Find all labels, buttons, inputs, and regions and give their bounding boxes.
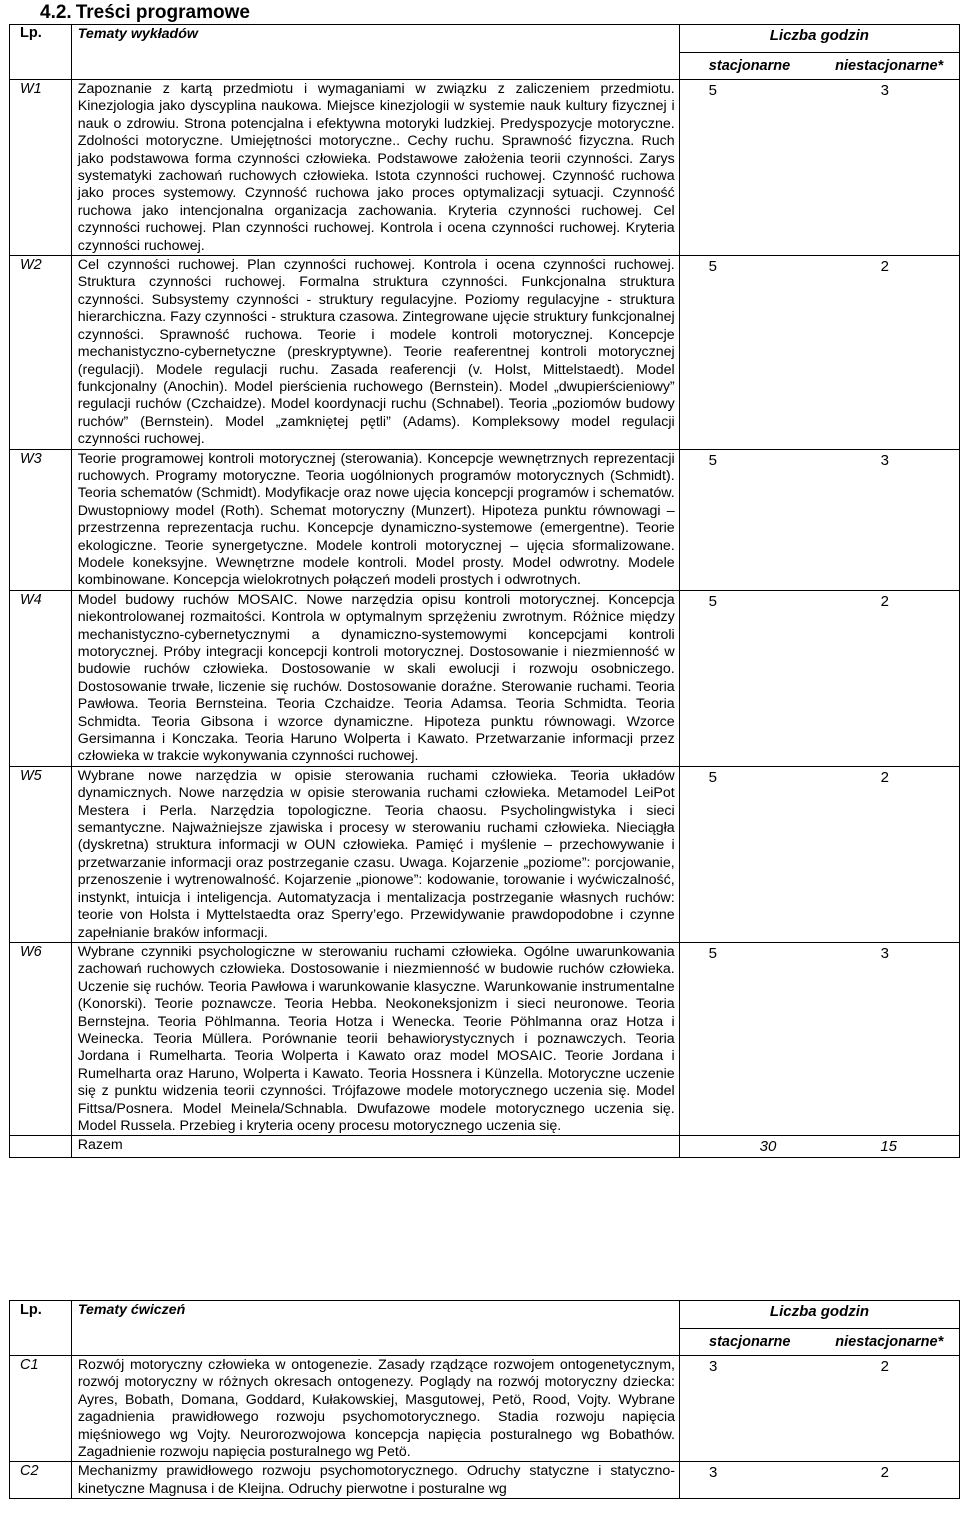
header-nonstationary: niestacjonarne* [835, 58, 944, 74]
header-lp: Lp. [10, 1301, 72, 1356]
header-topics: Tematy ćwiczeń [71, 1301, 679, 1356]
row-stationary: 5 [708, 258, 718, 276]
row-nonstationary: 2 [880, 592, 889, 610]
lecture-row [10, 766, 960, 942]
row-lp: W6 [10, 942, 72, 1135]
row-hours [679, 766, 959, 942]
total-hours [679, 1136, 959, 1158]
lecture-row [10, 80, 960, 256]
exercises-header-row [10, 1301, 960, 1356]
total-stationary: 30 [759, 1138, 777, 1156]
row-topic: Teorie programowej kontroli motorycznej (sterowania). Koncepcje wewnętrznych reprezentacji ruchowych. Programy motoryczne. Teoria uogólnionych programów motorycznych (Schmidt). Teoria schematów (Schmidt). Modyfikacje oraz nowe ujęcia koncepcji programów i schematów. Dwustopniowy model (Roth). Schemat motoryczny (Munzert). Hipoteza punktu równowagi –przestrzenna reprezentacja ruchu. Koncepcje dynamiczno-systemowe (emergentne). Teorie ekologiczne. Teorie synergetyczne. Modele kontroli motorycznej – ujęcia sformalizowane. Modele koneksyjne. Wewnętrzne modele kontroli. Model prosty. Model odwrotny. Modele kombinowane. Koncepcja wielokrotnych połączeń modeli prostych i odwrotnych. [71, 449, 679, 590]
row-topic: Wybrane nowe narzędzia w opisie sterowania ruchami człowieka. Teoria układów dynamicznych. Nowe narzędzia w opisie sterowania ruchami człowieka. Metamodel LeiPot Mestera i Perla. Narzędzia topologiczne. Teoria chaosu. Psycholingwistyka i sieci semantyczne. Najważniejsze zjawiska i procesy w sterowaniu ruchami człowieka. Nieciągła (dyskretna) struktura informacji w OUN człowieka. Pamięć i myślenie – przechowywanie i przetwarzanie informacji oraz postrzeganie czasu. Uwaga. Kojarzenie „poziome”: porcjowanie, przenoszenie i wytrenowalność. Kojarzenie „pionowe”: kodowanie, torowanie i wyćwiczalność, instynkt, intuicja i inteligencja. Automatyzacja i mentalizacja postrzeganie własnych ruchów: teorie von Holsta i Myttelstaedta oraz Sperry’ego. Przewidywanie prawdopodobne i czynne zapełnianie braków informacji. [71, 766, 679, 942]
row-lp: C1 [10, 1356, 72, 1462]
row-stationary: 5 [708, 592, 718, 610]
section-title-text: Treści programowe [75, 2, 250, 23]
total-row [10, 1136, 960, 1158]
exercise-row [10, 1462, 960, 1499]
row-hours [679, 449, 959, 590]
row-lp: W3 [10, 449, 72, 590]
header-hours-cell [679, 1301, 959, 1356]
row-stationary: 5 [708, 82, 718, 99]
row-nonstationary: 2 [880, 768, 889, 786]
section-number: 4.2. [40, 2, 72, 23]
total-lp [10, 1136, 72, 1158]
row-lp: C2 [10, 1462, 72, 1499]
row-hours [679, 942, 959, 1135]
header-hours: Liczba godzin [769, 1303, 870, 1320]
row-stationary: 5 [708, 768, 718, 786]
lecture-row [10, 256, 960, 449]
row-nonstationary: 3 [880, 451, 889, 469]
row-hours [679, 256, 959, 449]
row-nonstationary: 3 [880, 82, 889, 99]
exercise-row [10, 1356, 960, 1462]
row-stationary: 5 [708, 451, 718, 469]
header-topics: Tematy wykładów [71, 25, 679, 80]
row-hours [679, 1356, 959, 1462]
row-topic: Model budowy ruchów MOSAIC. Nowe narzędzia opisu kontroli motorycznej. Koncepcja niekontrolowanej rozmaitości. Kontrola w optymalnym sprzężeniu zwrotnym. Różnice między mechanistyczno-cybernetycznymi a dynamiczno-systemowymi koncepcjami kontroli motorycznej. Próby integracji koncepcji kontroli motorycznej. Dostosowanie i niezmienność w budowie ruchów człowieka. Dostosowanie w skali ewolucji i rozwoju osobniczego. Dostosowanie trwałe, liczenie się ruchów. Dostosowanie doraźne. Sterowanie ruchami. Teoria Pawłowa. Teoria Bernsteina. Teoria Czchaidze. Teoria Adamsa. Teoria Schmidta. Teoria Schmidta. Teoria Gibsona i wzorce dynamiczne. Hipoteza punktu równowagi. Wzorce Gersimanna i Konczaka. Teoria Haruno Wolperta i Kawato. Przetwarzanie informacji przez człowieka w trakcie wykonywania czynności ruchowej. [71, 590, 679, 766]
header-hours-cell [679, 25, 959, 80]
header-stationary: stacjonarne [709, 1334, 791, 1350]
row-hours [679, 590, 959, 766]
header-stationary: stacjonarne [708, 58, 791, 74]
section-title [40, 2, 250, 24]
total-label: Razem [71, 1136, 679, 1158]
lectures-header-row [10, 25, 960, 80]
row-lp: W1 [10, 80, 72, 256]
row-topic: Rozwój motoryczny człowieka w ontogenezie. Zasady rządzące rozwojem ontogenetycznym, rozwój motoryczny w różnych okresach ontogenezy. Poglądy na rozwój motoryczny dziecka: Ayres, Bobath, Domana, Goddard, Kułakowskiej, Masgutowej, Petö, Rood, Vojty. Wybrane zagadnienia prawidłowego rozwoju psychomotorycznego. Stadia rozwoju napięcia mięśniowego wg Vojty. Neurorozwojowa koncepcja napięcia posturalnego wg Bobathów. Zagadnienie rozwoju napięcia posturalnego wg Petö. [71, 1356, 679, 1462]
row-topic: Zapoznanie z kartą przedmiotu i wymaganiami w związku z zaliczeniem przedmiotu. Kinezjologia jako dyscyplina naukowa. Miejsce kinezjologii w systemie nauk kultury fizycznej i nauk o zdrowiu. Strona potencjalna i efektywna motoryki ludzkiej. Predyspozycje motoryczne. Zdolności motoryczne. Umiejętności motoryczne.. Cechy ruchu. Sprawność fizyczna. Ruch jako podstawowa forma czynności człowieka. Podstawowe założenia teorii czynności. Zarys systematyki zachowań ruchowych człowieka. Istota czynności ruchowej. Czynność ruchowa jako proces systemowy. Czynność ruchowa jako proces optymalizacji sytuacji. Czynność ruchowa jako intencjonalna organizacja zachowania. Kryteria czynności ruchowej. Cel czynności ruchowej. Plan czynności ruchowej. Kontrola i ocena czynności ruchowej. Kryteria czynności ruchowej. [71, 80, 679, 256]
row-topic: Mechanizmy prawidłowego rozwoju psychomotorycznego. Odruchy statyczne i statyczno-kinetyczne Magnusa i de Kleijna. Odruchy pierwotne i posturalne wg [71, 1462, 679, 1499]
lecture-row [10, 449, 960, 590]
lectures-table [9, 24, 960, 1158]
lecture-row [10, 942, 960, 1135]
row-lp: W2 [10, 256, 72, 449]
total-nonstationary: 15 [880, 1138, 897, 1156]
row-lp: W4 [10, 590, 72, 766]
row-topic: Cel czynności ruchowej. Plan czynności ruchowej. Kontrola i ocena czynności ruchowej. Struktura czynności ruchowej. Formalna struktura czynności. Funkcjonalna struktura czynności. Subsystemy czynności - struktury regulacyjne. Poziomy regulacyjne - struktura hierarchiczna. Fazy czynności - struktura czasowa. Zintegrowane ujęcie struktury funkcjonalnej czynności. Sprawność ruchowa. Teorie i modele kontroli motorycznej. Koncepcje mechanistyczno-cybernetyczne (preskryptywne). Teorie reaferentnej kontroli motorycznej (regulacji). Modele regulacji ruchu. Zasada reaferencji (v. Holst, Mittelstaedt). Model funkcjonalny (Anochin). Model pierścienia ruchowego (Bernstein). Model „dwupierścieniowy” regulacji ruchów (Czchaidze). Model koordynacji ruchu (Schnabel). Teoria „poziomów budowy ruchów” (Bernstein). Model „zamkniętej pętli” (Adams). Kompleksowy model regulacji czynności ruchowej. [71, 256, 679, 449]
row-nonstationary: 2 [880, 1464, 889, 1482]
header-nonstationary: niestacjonarne* [835, 1334, 944, 1350]
header-hours: Liczba godzin [769, 27, 869, 44]
row-topic: Wybrane czynniki psychologiczne w sterowaniu ruchami człowieka. Ogólne uwarunkowania zachowań ruchowych człowieka. Dostosowanie i niezmienność w budowie ruchów człowieka. Uczenie się ruchów. Teoria Pawłowa i warunkowanie klasyczne. Warunkowanie instrumentalne (Konorski). Teorie poznawcze. Teoria Hebba. Neokoneksjonizm i sieci neuronowe. Teoria Bernstejna. Teoria Pöhlmanna. Teoria Hotza i Wenecka. Teorie Pöhlmanna oraz Hotza i Weinecka. Teoria Müllera. Porównanie teorii behawiorystycznych i poznawczych. Teoria Jordana i Rumelharta. Teoria Wolperta i Kawato oraz model MOSAIC. Teorie Jordana i Rumelharta oraz Haruno, Wolperta i Kawato. Teoria Hossnera i Künzella. Motoryczne uczenie się z punktu widzenia teorii czynności. Trójfazowe modele motorycznego uczenia się. Model Fittsa/Posnera. Model Meinela/Schnabla. Dwufazowe modele motorycznego uczenia się. Model Russela. Przebieg i kryteria oceny procesu motorycznego uczenia się. [71, 942, 679, 1135]
row-lp: W5 [10, 766, 72, 942]
row-stationary: 5 [708, 944, 718, 962]
row-hours [679, 80, 959, 256]
row-nonstationary: 3 [880, 944, 889, 962]
exercises-table [9, 1300, 960, 1499]
row-nonstationary: 2 [880, 1358, 889, 1375]
row-nonstationary: 2 [880, 258, 889, 276]
row-stationary: 3 [708, 1464, 718, 1482]
header-lp: Lp. [10, 25, 72, 80]
row-hours [679, 1462, 959, 1499]
row-stationary: 3 [708, 1358, 718, 1375]
lecture-row [10, 590, 960, 766]
